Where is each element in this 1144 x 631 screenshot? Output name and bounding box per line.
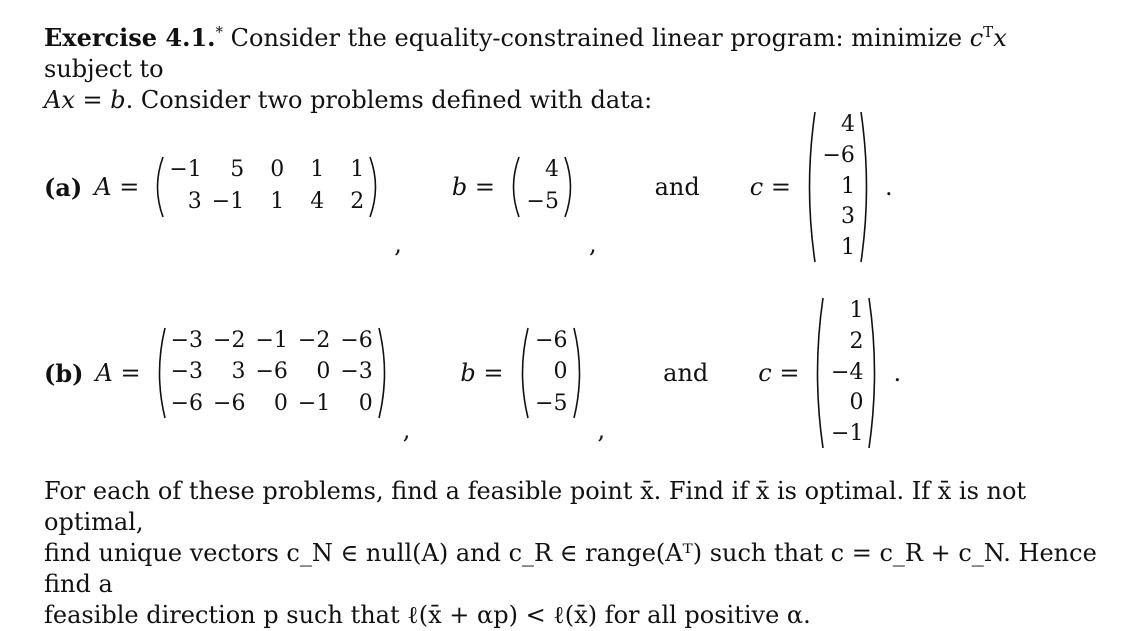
problem-b (44, 296, 901, 450)
matrix-entry: 4 (840, 112, 855, 137)
matrix-entry: −1 (169, 157, 202, 182)
right-paren (867, 296, 881, 450)
matrix-a-entries (167, 326, 377, 420)
matrix-entry: 0 (358, 390, 373, 416)
matrix-entry: 4 (310, 189, 325, 214)
vector-c-entries (817, 110, 859, 264)
matrix-entry: −6 (255, 359, 288, 385)
matrix-entry: −1 (211, 189, 245, 214)
matrix-a (153, 326, 391, 420)
right-paren (377, 326, 391, 420)
matrix-entry: 4 (544, 157, 559, 182)
matrix-entry: −6 (213, 390, 246, 416)
matrix-entry: 3 (187, 189, 202, 214)
right-paren (572, 326, 586, 420)
matrix-entry: −2 (297, 328, 331, 353)
matrix-entry: −6 (822, 142, 855, 168)
exercise-instructions (44, 476, 1102, 631)
vector-c-label: c = (758, 359, 800, 387)
matrix-a-entries (165, 155, 368, 219)
objective-x: x (993, 24, 1007, 52)
matrix-entry: −1 (255, 328, 288, 353)
matrix-entry: −2 (213, 328, 246, 353)
left-paren (153, 326, 167, 420)
separator-comma: , (597, 416, 606, 444)
vector-b-label: b = (451, 173, 495, 201)
matrix-entry: 0 (553, 359, 568, 385)
period: . (884, 173, 893, 201)
matrix-entry: 3 (840, 204, 855, 230)
exercise-intro (44, 22, 1102, 116)
matrix-entry: 0 (316, 359, 331, 385)
intro-text-2: subject to (44, 55, 164, 83)
problem-a (44, 110, 893, 264)
problem-row (44, 110, 893, 264)
matrix-entry: 0 (273, 390, 288, 416)
instruction-line-1: For each of these problems, find a feasible point x̄. Find if x̄ is optimal. If x̄ is not optimal, (44, 477, 1027, 536)
and-word: and (654, 173, 700, 201)
instruction-line-3: feasible direction p such that ℓ(x̄ + αp) < ℓ(x̄) for all positive α. (44, 601, 811, 629)
matrix-a-label: A = (94, 173, 140, 201)
matrix-entry: −3 (170, 359, 204, 385)
right-paren (859, 110, 873, 264)
matrix-entry: 1 (849, 298, 864, 323)
matrix-entry: −6 (170, 390, 204, 416)
matrix-entry: −6 (340, 328, 373, 353)
separator-comma: , (588, 230, 597, 258)
matrix-entry: −5 (535, 390, 568, 416)
matrix-entry: 1 (840, 235, 855, 261)
matrix-entry: 0 (270, 157, 285, 182)
transpose-mark: T (983, 23, 994, 41)
vector-c-label: c = (749, 173, 791, 201)
separator-comma: , (402, 416, 411, 444)
intro-text-3: . Consider two problems defined with data: (125, 86, 653, 114)
matrix-entry: −1 (297, 390, 331, 416)
vector-c (803, 110, 873, 264)
matrix-entry: −3 (170, 328, 204, 353)
matrix-entry: 3 (231, 359, 246, 385)
vector-b (516, 326, 586, 420)
problem-label: (a) (44, 172, 83, 202)
vector-c (811, 296, 881, 450)
left-paren (803, 110, 817, 264)
intro-text: Consider the equality-constrained linear program: minimize (223, 24, 970, 52)
vector-b-entries (521, 155, 563, 219)
left-paren (811, 296, 825, 450)
matrix-entry: −1 (831, 421, 864, 447)
period: . (893, 359, 902, 387)
matrix-entry: 2 (849, 328, 864, 354)
left-paren (151, 155, 165, 219)
left-paren (507, 155, 521, 219)
matrix-entry: −4 (831, 359, 864, 385)
matrix-entry: −3 (340, 359, 373, 385)
exercise-label: Exercise 4.1. (44, 23, 216, 52)
constraint-equation: Ax = b (44, 86, 126, 114)
vector-b (507, 155, 577, 219)
matrix-entry: 1 (840, 173, 855, 199)
matrix-entry: 1 (270, 189, 285, 214)
matrix-entry: 0 (849, 390, 864, 416)
vector-b-entries (530, 326, 572, 420)
right-paren (368, 155, 382, 219)
matrix-a (151, 155, 382, 219)
objective-c: c (969, 24, 984, 52)
and-word: and (663, 359, 709, 387)
right-paren (563, 155, 577, 219)
separator-comma: , (394, 230, 402, 258)
matrix-entry: 5 (230, 157, 245, 182)
vector-c-entries (825, 296, 867, 450)
matrix-a-label: A = (95, 359, 141, 387)
problem-label: (b) (44, 358, 84, 388)
matrix-entry: 1 (310, 157, 325, 182)
matrix-entry: −6 (535, 328, 568, 353)
instruction-line-2: find unique vectors c_N ∈ null(A) and c_R ∈ range(Aᵀ) such that c = c_R + c_N. Hence find a (44, 539, 1097, 598)
vector-b-label: b = (460, 359, 504, 387)
matrix-entry: 1 (350, 157, 365, 182)
matrix-entry: 2 (350, 189, 365, 214)
left-paren (516, 326, 530, 420)
exercise-star: * (215, 23, 223, 41)
matrix-entry: −5 (526, 189, 559, 214)
problem-row (44, 296, 901, 450)
